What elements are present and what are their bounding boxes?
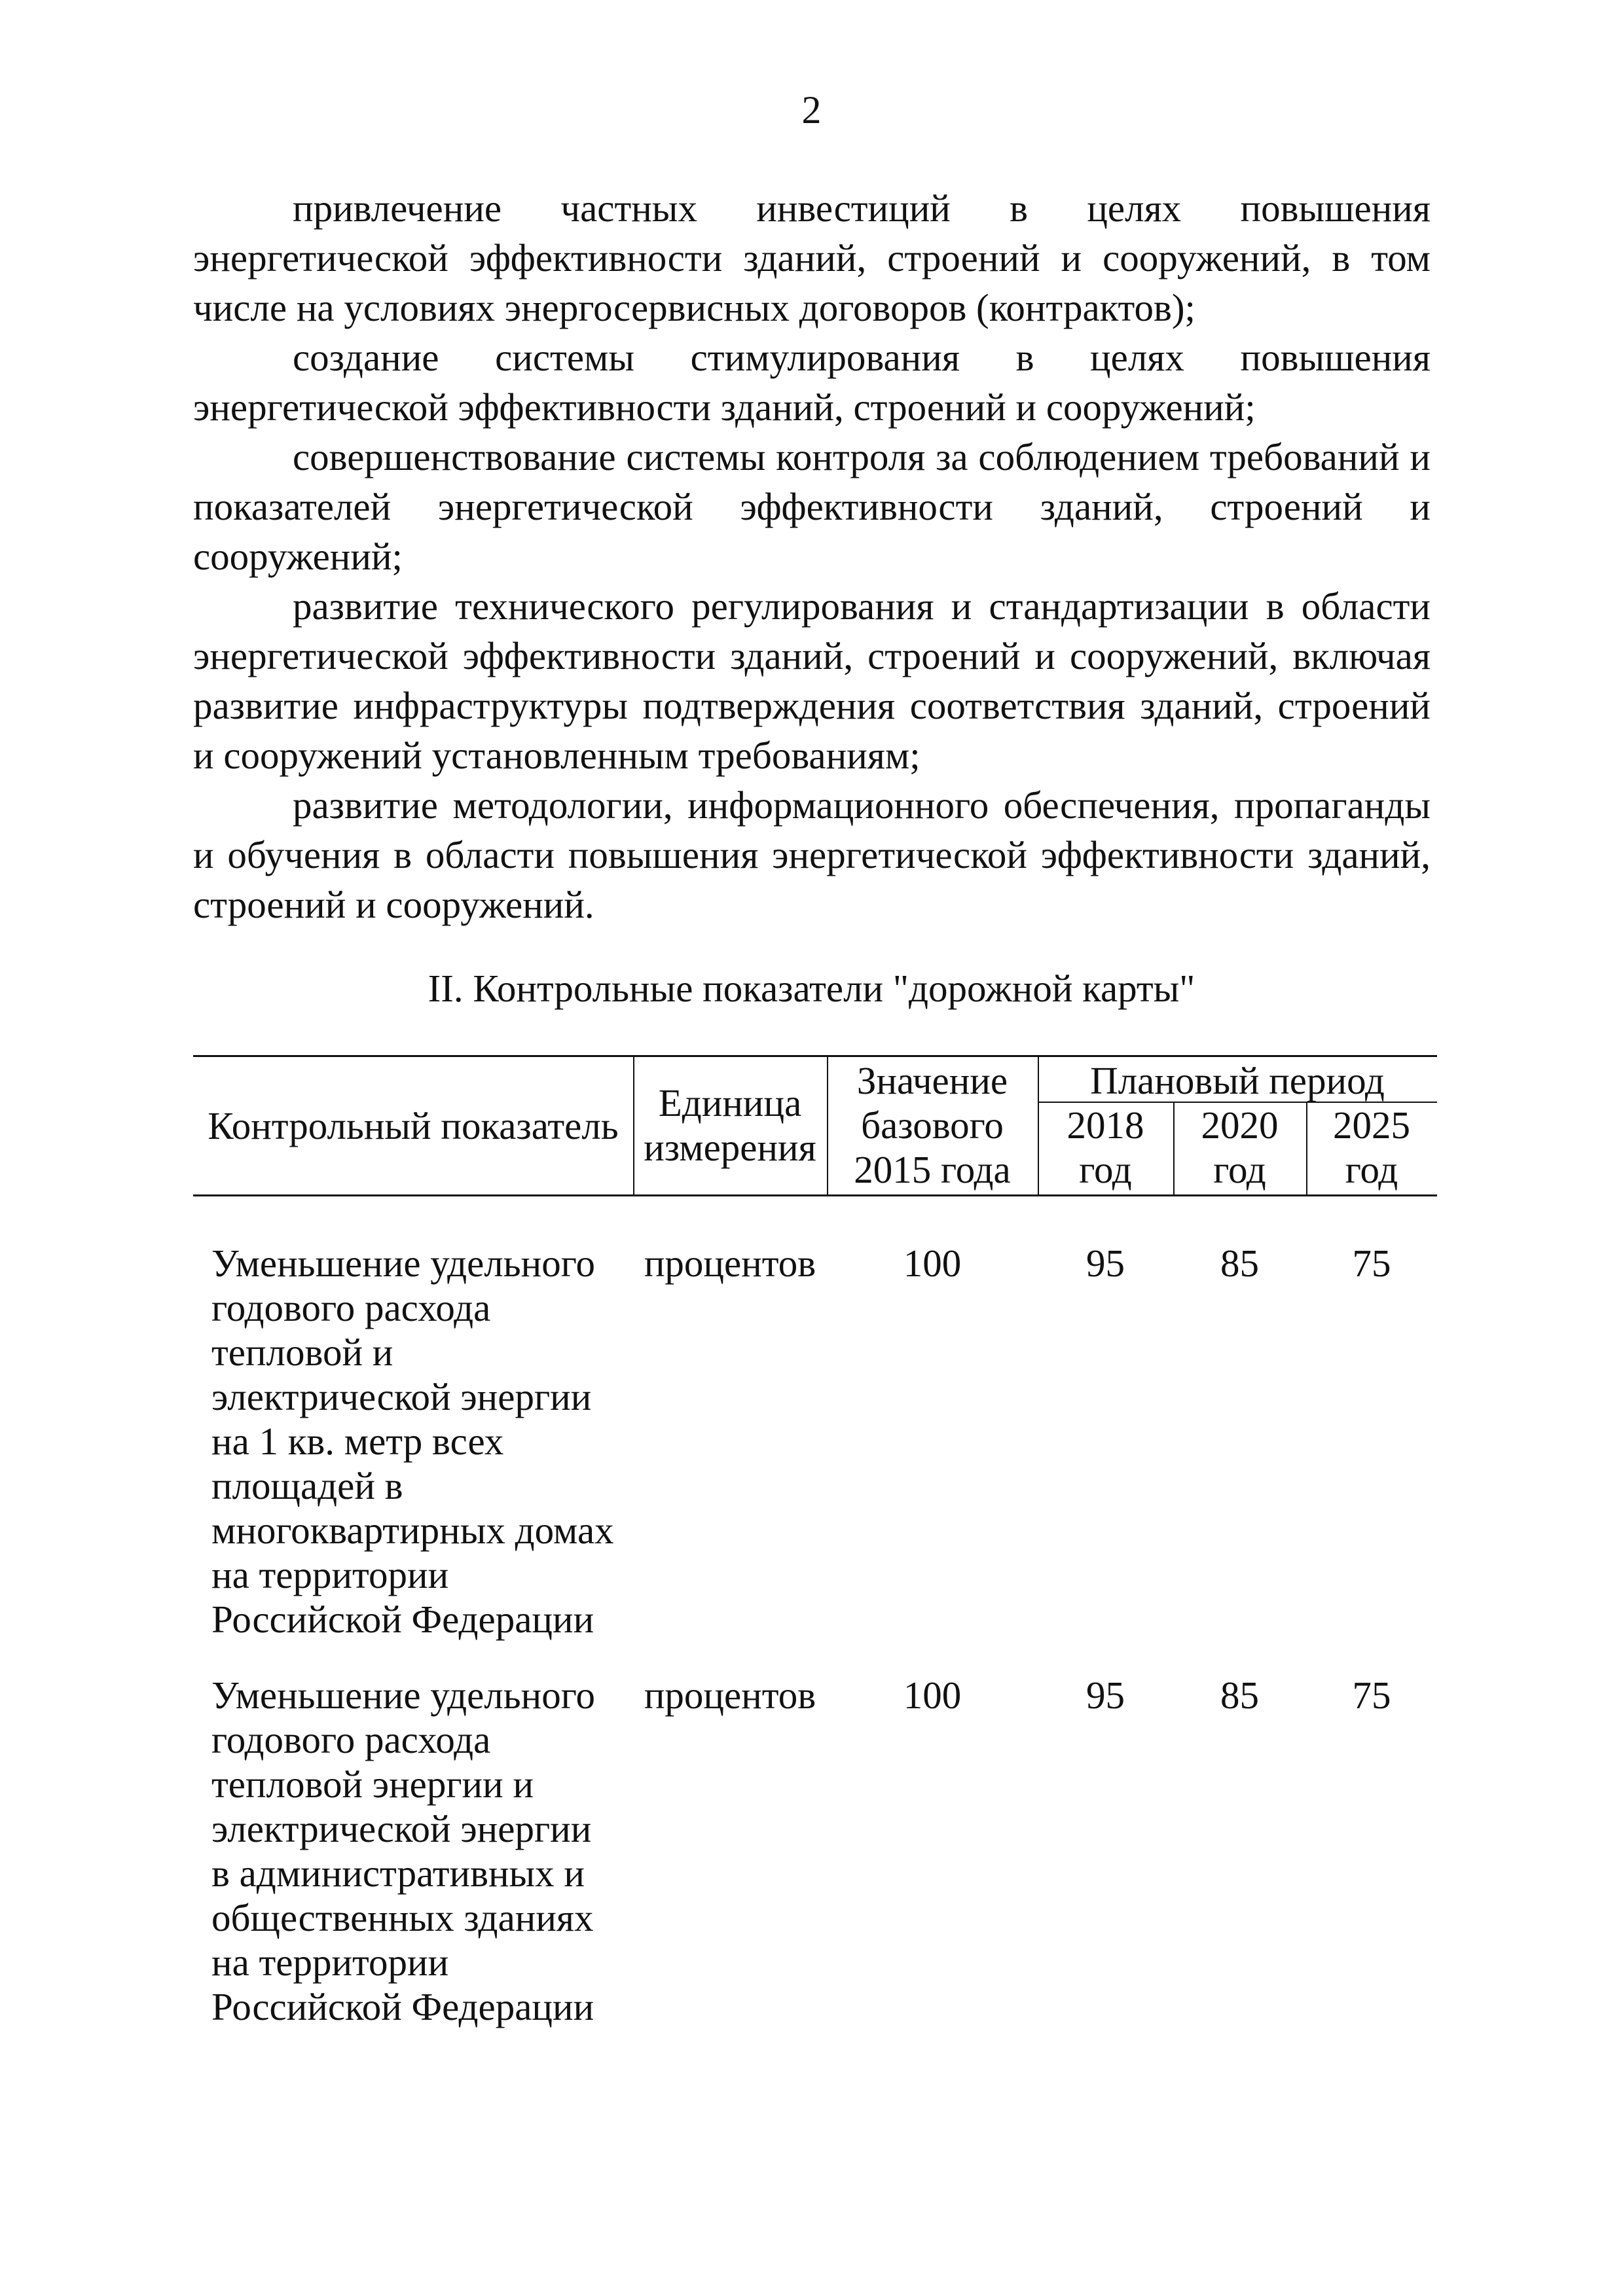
header-year-word: год (1345, 1148, 1398, 1191)
row-value-2018: 95 (1086, 1242, 1125, 1285)
indicators-table (193, 1055, 1437, 2066)
header-base-line2: базового (861, 1103, 1004, 1147)
row-base-value: 100 (903, 1242, 962, 1285)
row-value-2018: 95 (1086, 1674, 1125, 1717)
row-value-2025: 75 (1352, 1242, 1391, 1285)
row-unit: процентов (644, 1674, 816, 1717)
row-unit: процентов (644, 1242, 816, 1285)
paragraph: совершенствование системы контроля за соблюдением требований и показателей энергетической эффективности зданий, строений и сооружений; (193, 435, 1431, 578)
paragraph: развитие технического регулирования и стандартизации в области энергетической эффективности зданий, строений и сооружений, включая развитие инфраструктуры подтверждения соответствия зданий, строений и сооружений установленным требованиям; (193, 584, 1431, 777)
header-year-2025: 2025 (1333, 1103, 1410, 1147)
header-year-2018: 2018 (1067, 1103, 1144, 1147)
row-value-2020: 85 (1220, 1242, 1259, 1285)
paragraph: привлечение частных инвестиций в целях повышения энергетической эффективности зданий, строений и сооружений, в том числе на условиях энергосервисных договоров (контрактов); (193, 187, 1431, 329)
header-year-word: год (1213, 1148, 1266, 1191)
row-indicator: Уменьшение удельного годового расхода тепловой энергии и электрической энергии в административных и общественных зданиях на территории Российской Федерации (211, 1674, 595, 2028)
section-title: II. Контрольные показатели "дорожной карты" (428, 967, 1195, 1010)
table-row (193, 1241, 1437, 1673)
table-row (193, 1673, 1437, 2066)
table-header (193, 1055, 1437, 1196)
row-value-2020: 85 (1220, 1674, 1259, 1717)
header-unit-line1: Единица (658, 1081, 802, 1124)
paragraph: развитие методологии, информационного обеспечения, пропаганды и обучения в области повышения энергетической эффективности зданий, строений и сооружений. (193, 783, 1431, 926)
row-value-2025: 75 (1352, 1674, 1391, 1717)
header-planned-period: Плановый период (1090, 1059, 1385, 1102)
row-base-value: 100 (903, 1674, 962, 1717)
page-number: 2 (801, 88, 822, 132)
header-base-line1: Значение (856, 1059, 1008, 1102)
header-indicator: Контрольный показатель (208, 1104, 619, 1147)
header-base-line3: 2015 года (854, 1148, 1011, 1191)
header-year-2020: 2020 (1201, 1103, 1279, 1147)
header-unit-line2: измерения (644, 1126, 816, 1169)
body-text (193, 183, 1431, 929)
header-year-word: год (1079, 1148, 1132, 1191)
paragraph: создание системы стимулирования в целях повышения энергетической эффективности зданий, строений и сооружений; (193, 336, 1431, 429)
row-indicator: Уменьшение удельного годового расхода тепловой и электрической энергии на 1 кв. метр всех площадей в многоквартирных домах на территории Российской Федерации (211, 1242, 614, 1641)
